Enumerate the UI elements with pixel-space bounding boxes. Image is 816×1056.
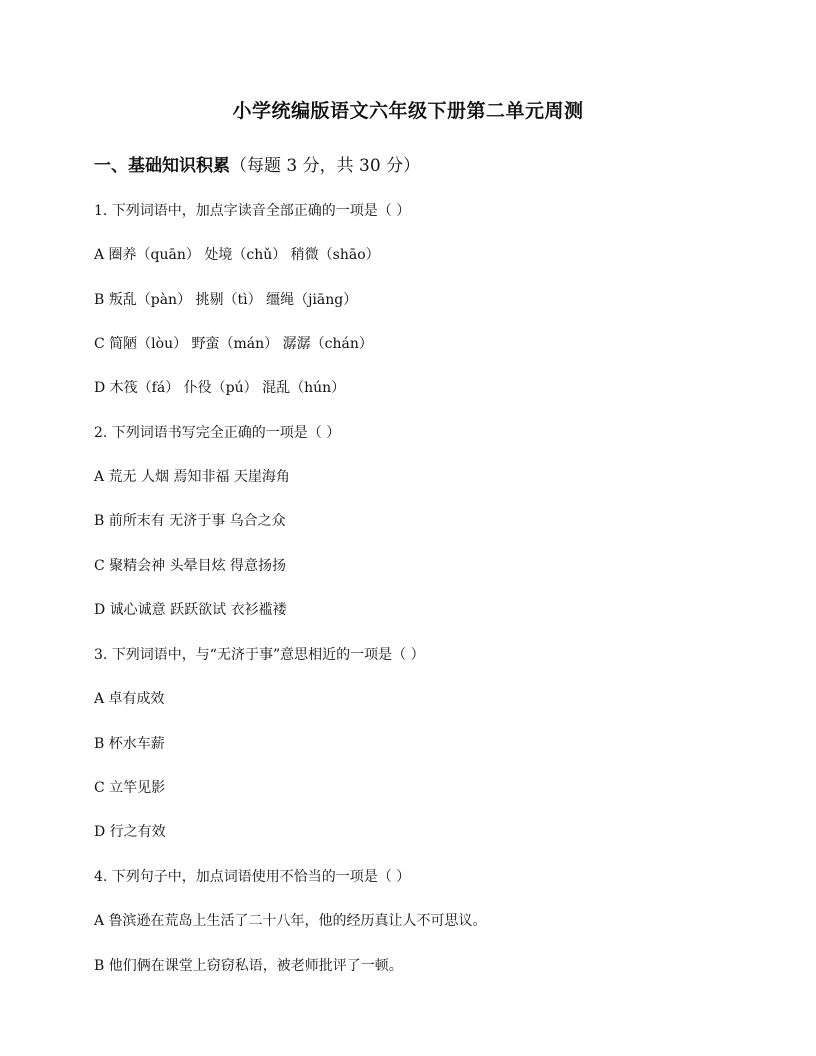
- section-heading: [94, 151, 420, 176]
- question-2-option-b: B 前所末有 无济于事 乌合之众: [94, 513, 286, 529]
- question-3-option-b: B 杯水车薪: [94, 736, 165, 752]
- question-4: 4. 下列句子中，加点词语使用不恰当的一项是（ ）: [94, 869, 411, 885]
- section-score-note: （每题 3 分，共 30 分）: [230, 156, 421, 176]
- question-2-option-d: D 诚心诚意 跃跃欲试 衣衫褴褛: [94, 602, 287, 618]
- question-3-option-c: C 立竿见影: [94, 780, 166, 796]
- question-1-option-a: A 圈养（quān） 处境（chǔ） 稍微（shāo）: [94, 247, 380, 263]
- question-2: 2. 下列词语书写完全正确的一项是（ ）: [94, 425, 341, 441]
- question-4-option-b: B 他们俩在课堂上窃窃私语，被老师批评了一顿。: [94, 958, 403, 974]
- question-2-option-a: A 荒无 人烟 焉知非福 天崖海角: [94, 469, 290, 485]
- question-3-option-a: A 卓有成效: [94, 691, 165, 707]
- document-title: 小学统编版语文六年级下册第二单元周测: [232, 100, 584, 122]
- section-heading-text: 一、基础知识积累: [94, 156, 230, 176]
- question-1-option-d: D 木筏（fá） 仆役（pú） 混乱（hún）: [94, 380, 346, 396]
- question-1-option-c: C 简陋（lòu） 野蛮（mán） 潺潺（chán）: [94, 336, 373, 352]
- question-4-option-a: A 鲁滨逊在荒岛上生活了二十八年，他的经历真让人不可思议。: [94, 913, 487, 929]
- question-3-option-d: D 行之有效: [94, 824, 166, 840]
- question-1: 1. 下列词语中，加点字读音全部正确的一项是（ ）: [94, 203, 411, 219]
- question-3: 3. 下列词语中，与“无济于事”意思相近的一项是（ ）: [94, 647, 425, 663]
- question-1-option-b: B 叛乱（pàn） 挑剔（tì） 缰绳（jiāng）: [94, 292, 358, 308]
- question-2-option-c: C 聚精会神 头晕目炫 得意扬扬: [94, 558, 287, 574]
